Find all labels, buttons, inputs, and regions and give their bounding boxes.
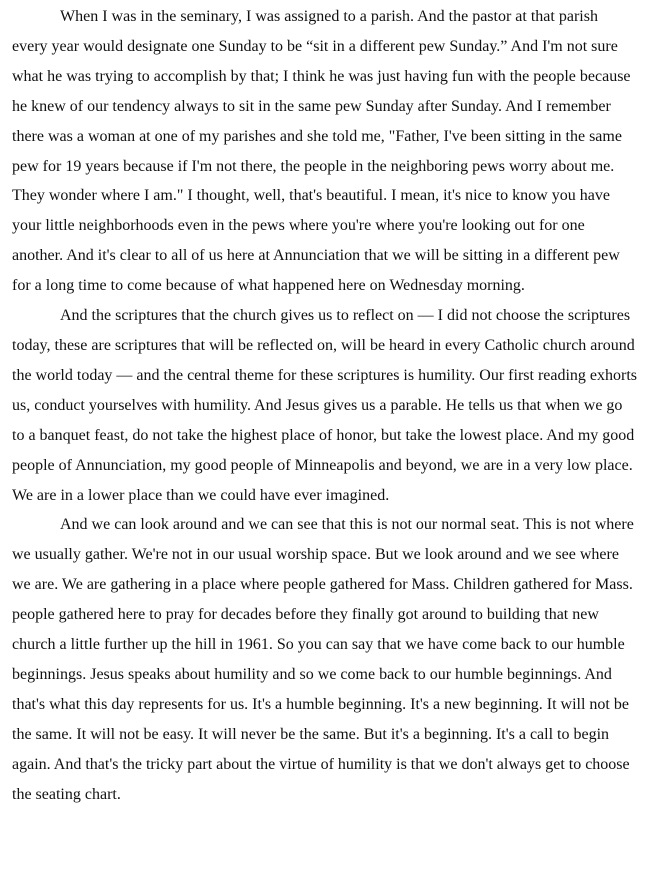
paragraph-humble-beginnings: And we can look around and we can see that this is not our normal seat. This is not where we usually gather. We're not in our usual worship space. But we look around and we see where we are. We are gathering in a place where people gathered for Mass. Children gathered for Mass. people gathered here to pray for decades before they finally got around to building that new church a little further up the hill in 1961. So you can say that we have come back to our humble beginnings. Jesus speaks about humility and so we come back to our humble beginnings. And that's what this day represents for us. It's a humble beginning. It's a new beginning. It will not be the same. It will not be easy. It will never be the same. But it's a beginning. It's a call to begin again. And that's the tricky part about the virtue of humility is that we don't always get to choose the seating chart. — [12, 516, 634, 803]
paragraph-pew-story: When I was in the seminary, I was assigned to a parish. And the pastor at that parish every year would designate one Sunday to be “sit in a different pew Sunday.” And I'm not sure what he was trying to accomplish by that; I think he was just having fun with the people because he knew of our tendency always to sit in the same pew Sunday after Sunday. And I remember there was a woman at one of my parishes and she told me, "Father, I've been sitting in the same pew for 19 years because if I'm not there, the people in the neighboring pews worry about me. They wonder where I am." I thought, well, that's beautiful. I mean, it's nice to know you have your little neighborhoods even in the pews where you're where you're looking out for one another. And it's clear to all of us here at Annunciation that we will be sitting in a different pew for a long time to come because of what happened here on Wednesday morning. — [12, 8, 631, 295]
document-page — [0, 2, 647, 871]
paragraph-humility-scriptures: And the scriptures that the church gives us to reflect on — I did not choose the scriptures today, these are scriptures that will be reflected on, will be heard in every Catholic church around the world today — and the central theme for these scriptures is humility. Our first reading exhorts us, conduct yourselves with humility. And Jesus gives us a parable. He tells us that when we go to a banquet feast, do not take the highest place of honor, but take the lowest place. And my good people of Annunciation, my good people of Minneapolis and beyond, we are in a very low place. We are in a lower place than we could have ever imagined. — [12, 307, 638, 504]
